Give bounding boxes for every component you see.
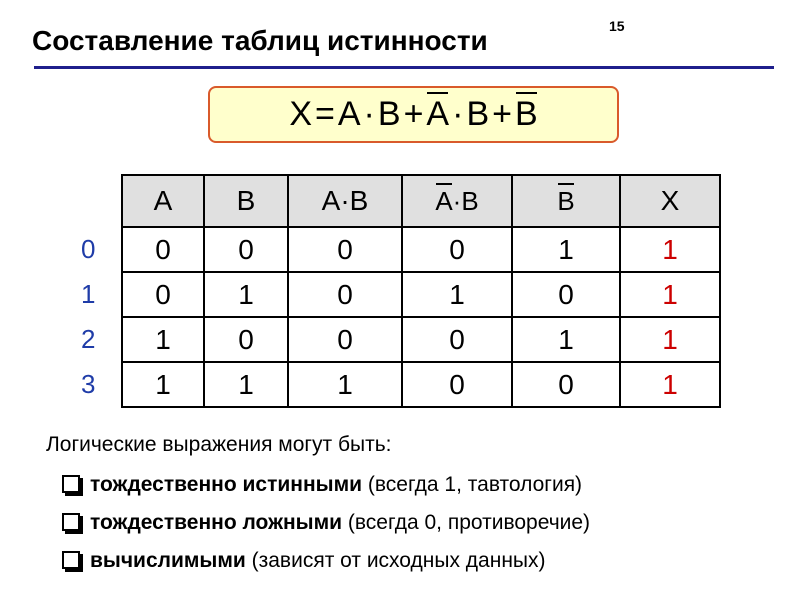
header-not-b-label: B <box>557 185 575 216</box>
cell-b: 1 <box>204 362 288 407</box>
formula-term3-negated: B <box>514 95 538 133</box>
formula <box>210 88 617 141</box>
header-nab-b: B <box>461 185 479 216</box>
cell-a: 0 <box>122 227 204 272</box>
formula-term1-a: A <box>337 95 361 133</box>
cell-x: 1 <box>620 362 720 407</box>
header-nab-dot: · <box>452 185 462 216</box>
cell-ab: 0 <box>288 272 402 317</box>
formula-term2-b: B <box>466 95 490 133</box>
cell-a: 1 <box>122 317 204 362</box>
square-bullet-icon <box>62 513 80 531</box>
formula-term2-a-negated: A <box>426 95 450 133</box>
table-row <box>122 317 720 362</box>
page-number: 15 <box>609 18 625 34</box>
bullet-list <box>62 466 590 580</box>
cell-ab: 1 <box>288 362 402 407</box>
cell-x: 1 <box>620 272 720 317</box>
intro-text: Логические выражения могут быть: <box>46 433 392 456</box>
bullet-rest: (зависят от исходных данных) <box>245 549 546 572</box>
square-bullet-icon <box>62 551 80 569</box>
formula-box <box>208 86 619 143</box>
cell-a: 1 <box>122 362 204 407</box>
cell-b: 1 <box>204 272 288 317</box>
cell-not-a-and-b: 1 <box>402 272 512 317</box>
cell-a: 0 <box>122 272 204 317</box>
bullet-bold: тождественно истинными <box>90 473 363 496</box>
cell-not-b: 0 <box>512 362 620 407</box>
row-index-0: 0 <box>81 234 96 264</box>
cell-ab: 0 <box>288 227 402 272</box>
header-b: B <box>204 175 288 227</box>
formula-term1-b: B <box>377 95 401 133</box>
cell-not-b: 1 <box>512 227 620 272</box>
formula-plus-2: + <box>492 95 512 133</box>
header-x: X <box>620 175 720 227</box>
cell-not-a-and-b: 0 <box>402 362 512 407</box>
formula-dot-2: · <box>452 95 464 133</box>
row-index-1: 1 <box>81 279 96 309</box>
cell-x: 1 <box>620 317 720 362</box>
table-row <box>122 362 720 407</box>
header-ab: A·B <box>288 175 402 227</box>
cell-not-b: 0 <box>512 272 620 317</box>
header-not-b <box>512 175 620 227</box>
cell-b: 0 <box>204 317 288 362</box>
title-divider <box>34 66 774 69</box>
list-item <box>62 542 590 580</box>
cell-b: 0 <box>204 227 288 272</box>
list-item <box>62 504 590 542</box>
formula-equals: = <box>315 95 335 133</box>
cell-x: 1 <box>620 227 720 272</box>
bullet-rest: (всегда 1, тавтология) <box>362 473 583 496</box>
table-row <box>122 272 720 317</box>
row-index-2: 2 <box>81 324 96 354</box>
row-index-3: 3 <box>81 369 96 399</box>
list-item <box>62 466 590 504</box>
cell-not-a-and-b: 0 <box>402 317 512 362</box>
formula-lhs: X <box>289 95 312 133</box>
cell-not-a-and-b: 0 <box>402 227 512 272</box>
table-header-row <box>122 175 720 227</box>
header-not-a: A <box>435 185 453 216</box>
header-a: A <box>122 175 204 227</box>
page-title: Составление таблиц истинности <box>32 25 488 56</box>
formula-dot-1: · <box>363 95 375 133</box>
table-row <box>122 227 720 272</box>
header-not-a-and-b <box>402 175 512 227</box>
bullet-bold: тождественно ложными <box>90 511 343 534</box>
square-bullet-icon <box>62 475 80 493</box>
cell-not-b: 1 <box>512 317 620 362</box>
cell-ab: 0 <box>288 317 402 362</box>
truth-table <box>121 174 721 408</box>
formula-plus-1: + <box>403 95 424 133</box>
bullet-bold: вычислимыми <box>90 549 246 572</box>
bullet-rest: (всегда 0, противоречие) <box>342 511 591 534</box>
